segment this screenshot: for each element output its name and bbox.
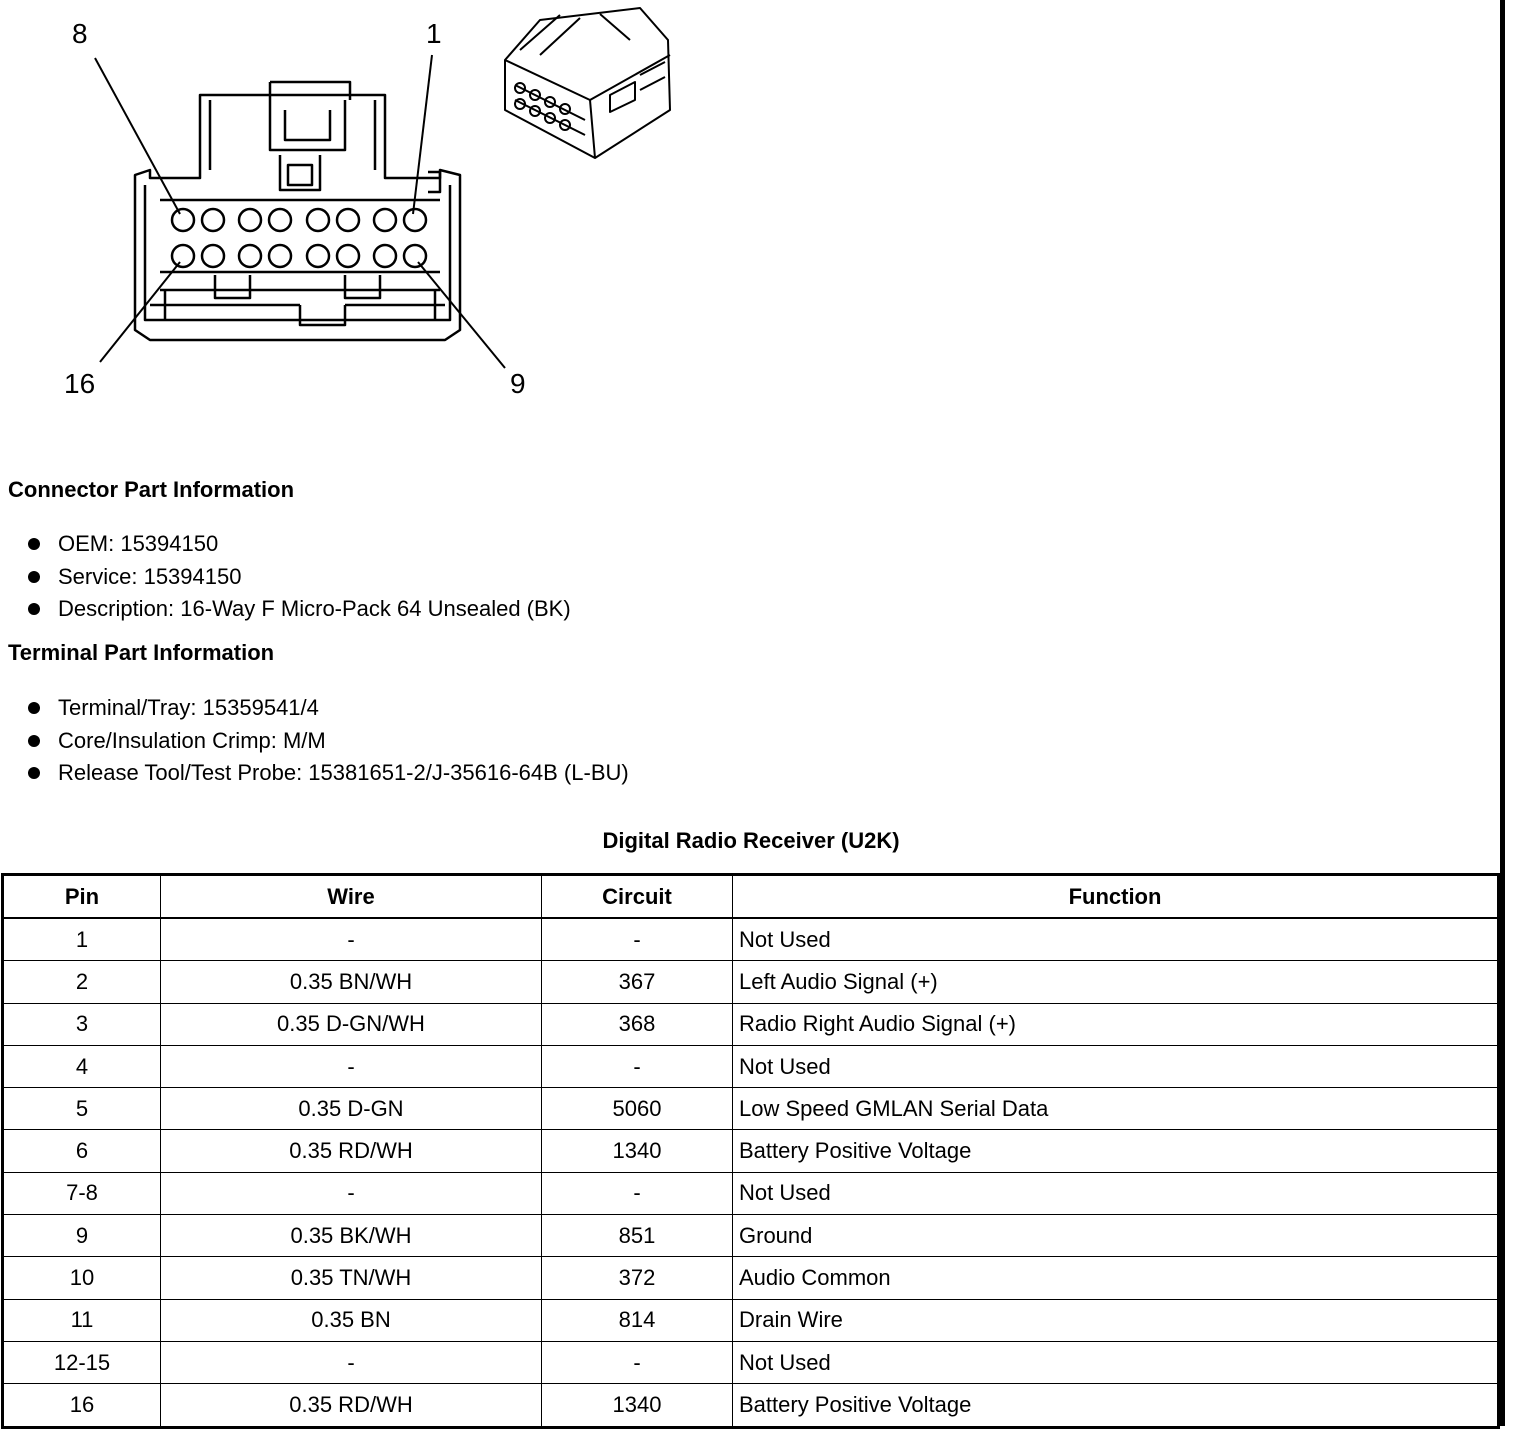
- table-row: [3, 1341, 1499, 1383]
- cell-pin: 3: [3, 1003, 161, 1045]
- cell-wire: 0.35 RD/WH: [161, 1130, 542, 1172]
- table-header-row: [3, 875, 1499, 919]
- table-row: [3, 1003, 1499, 1045]
- pin-callout-8: 8: [72, 18, 88, 49]
- terminal-info-heading: Terminal Part Information: [8, 640, 275, 665]
- connector-info-list: [28, 528, 571, 626]
- cell-circuit: 372: [542, 1257, 733, 1299]
- list-item: Terminal/Tray: 15359541/4: [28, 692, 629, 725]
- pin-callout-16: 16: [64, 368, 96, 399]
- pin-callout-9: 9: [510, 368, 526, 399]
- cell-function: Battery Positive Voltage: [733, 1384, 1499, 1427]
- list-item: Core/Insulation Crimp: M/M: [28, 725, 629, 758]
- cell-pin: 6: [3, 1130, 161, 1172]
- table-row: [3, 1172, 1499, 1214]
- cell-wire: 0.35 BN/WH: [161, 961, 542, 1003]
- cell-circuit: -: [542, 1341, 733, 1383]
- table-title: Digital Radio Receiver (U2K): [602, 828, 900, 853]
- cell-function: Not Used: [733, 1172, 1499, 1214]
- cell-function: Not Used: [733, 918, 1499, 961]
- terminal-info-list: [28, 692, 629, 790]
- cell-wire: -: [161, 1045, 542, 1087]
- header-function: Function: [733, 875, 1499, 919]
- right-border-rule: [1500, 0, 1505, 1426]
- table-row: [3, 918, 1499, 961]
- cell-circuit: 5060: [542, 1088, 733, 1130]
- list-item: Release Tool/Test Probe: 15381651-2/J-35616-64B (L-BU): [28, 757, 629, 790]
- bullet-icon: [28, 767, 40, 779]
- cell-circuit: 851: [542, 1215, 733, 1257]
- cell-pin: 10: [3, 1257, 161, 1299]
- cell-circuit: -: [542, 1045, 733, 1087]
- table-row: [3, 1088, 1499, 1130]
- cell-circuit: 368: [542, 1003, 733, 1045]
- cell-pin: 5: [3, 1088, 161, 1130]
- connector-info-heading: Connector Part Information: [8, 477, 295, 502]
- table-row: [3, 1299, 1499, 1341]
- cell-wire: 0.35 BK/WH: [161, 1215, 542, 1257]
- cell-wire: 0.35 D-GN/WH: [161, 1003, 542, 1045]
- list-item: OEM: 15394150: [28, 528, 571, 561]
- cell-circuit: 1340: [542, 1130, 733, 1172]
- table-row: [3, 1045, 1499, 1087]
- cell-circuit: -: [542, 918, 733, 961]
- cell-function: Audio Common: [733, 1257, 1499, 1299]
- cell-function: Radio Right Audio Signal (+): [733, 1003, 1499, 1045]
- cell-wire: -: [161, 918, 542, 961]
- cell-circuit: 367: [542, 961, 733, 1003]
- pin-callout-1: 1: [426, 18, 442, 49]
- cell-wire: 0.35 RD/WH: [161, 1384, 542, 1427]
- list-item: Service: 15394150: [28, 561, 571, 594]
- list-item: Description: 16-Way F Micro-Pack 64 Unsealed (BK): [28, 593, 571, 626]
- table-body: [3, 918, 1499, 1427]
- header-wire: Wire: [161, 875, 542, 919]
- bullet-icon: [28, 735, 40, 747]
- cell-wire: 0.35 D-GN: [161, 1088, 542, 1130]
- cell-function: Ground: [733, 1215, 1499, 1257]
- cell-pin: 2: [3, 961, 161, 1003]
- table-row: [3, 961, 1499, 1003]
- cell-circuit: 1340: [542, 1384, 733, 1427]
- bullet-icon: [28, 538, 40, 550]
- table-row: [3, 1130, 1499, 1172]
- table-row: [3, 1384, 1499, 1427]
- cell-function: Drain Wire: [733, 1299, 1499, 1341]
- cell-pin: 9: [3, 1215, 161, 1257]
- cell-wire: -: [161, 1341, 542, 1383]
- cell-function: Not Used: [733, 1341, 1499, 1383]
- cell-function: Not Used: [733, 1045, 1499, 1087]
- table-row: [3, 1257, 1499, 1299]
- connector-diagram: [0, 0, 700, 420]
- cell-pin: 4: [3, 1045, 161, 1087]
- cell-circuit: -: [542, 1172, 733, 1214]
- cell-pin: 7-8: [3, 1172, 161, 1214]
- table-row: [3, 1215, 1499, 1257]
- cell-circuit: 814: [542, 1299, 733, 1341]
- header-pin: Pin: [3, 875, 161, 919]
- bullet-icon: [28, 571, 40, 583]
- cell-wire: -: [161, 1172, 542, 1214]
- cell-function: Battery Positive Voltage: [733, 1130, 1499, 1172]
- pinout-table: [1, 873, 1500, 1429]
- header-circuit: Circuit: [542, 875, 733, 919]
- bullet-icon: [28, 603, 40, 615]
- cell-function: Left Audio Signal (+): [733, 961, 1499, 1003]
- cell-wire: 0.35 TN/WH: [161, 1257, 542, 1299]
- cell-pin: 1: [3, 918, 161, 961]
- bullet-icon: [28, 702, 40, 714]
- cell-pin: 11: [3, 1299, 161, 1341]
- connector-face-drawing: [0, 0, 700, 420]
- cell-pin: 12-15: [3, 1341, 161, 1383]
- cell-wire: 0.35 BN: [161, 1299, 542, 1341]
- cell-function: Low Speed GMLAN Serial Data: [733, 1088, 1499, 1130]
- cell-pin: 16: [3, 1384, 161, 1427]
